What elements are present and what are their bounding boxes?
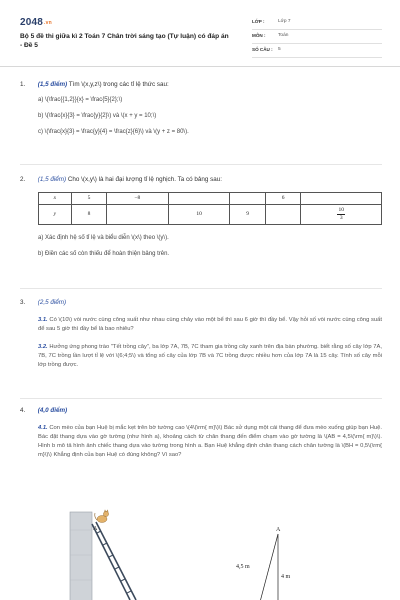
sub-question-4-1 bbox=[38, 424, 382, 460]
question-points: (4,0 điểm) bbox=[37, 407, 68, 414]
cat-icon bbox=[95, 510, 109, 523]
table-cell bbox=[168, 193, 230, 205]
figure-b-label-a: A bbox=[276, 527, 281, 533]
question-text: Tìm \(x,y,z\) trong các tỉ lệ thức sau: bbox=[68, 81, 169, 88]
meta-value: 5 bbox=[278, 47, 281, 53]
table-cell: –8 bbox=[107, 193, 169, 205]
meta-label: LỚP : bbox=[252, 19, 265, 25]
table-cell: 10 bbox=[168, 205, 230, 225]
table-cell bbox=[107, 205, 169, 225]
question-divider bbox=[20, 288, 382, 289]
question-text: Cho \(x,y\) là hai đại lượng tỉ lệ nghịch. Ta có bảng sau: bbox=[67, 176, 223, 183]
table-row-x bbox=[39, 193, 382, 205]
sub-question-id: 3.2. bbox=[38, 344, 48, 351]
logo-tld: .vn bbox=[44, 20, 52, 26]
meta-info bbox=[252, 16, 382, 58]
wall-shape bbox=[70, 512, 92, 600]
ladder-rail bbox=[96, 522, 136, 600]
document-title: Bộ 5 đề thi giữa kì 2 Toán 7 Chân trời sáng tạo (Tự luận) có đáp án - Đề 5 bbox=[20, 33, 229, 49]
question-number: 3. bbox=[20, 299, 26, 306]
ladder-rung bbox=[109, 555, 113, 557]
question-item: b) Điền các số còn thiếu để hoàn thiện bảng trên. bbox=[38, 250, 170, 257]
question-divider bbox=[20, 398, 382, 399]
sub-question-3-2 bbox=[38, 343, 382, 370]
question-3 bbox=[20, 298, 382, 370]
question-number: 4. bbox=[20, 407, 26, 414]
question-points: (1,5 điểm) bbox=[37, 81, 68, 88]
sub-question-text: Hưởng ứng phong trào "Tết trồng cây", ba lớp 7A, 7B, 7C tham gia trồng cây xanh trên địa bàn phường. biết rằng số cây lớp 7A, 7B, 7C trồng lần lượt tỉ lệ với \(6;4;5\) và tổng số cây của lớp 7B và 7C trồng được nhiều hơn của lớp 7A là 15 cây. Tính số cây mỗi lớp trồng được. bbox=[38, 344, 382, 369]
question-item: b) \(\frac{x}{3} = \frac{y}{2}\) và \(x + y = 10;\) bbox=[38, 112, 157, 119]
question-2 bbox=[20, 175, 382, 259]
question-heading bbox=[20, 406, 382, 415]
question-divider bbox=[20, 164, 382, 165]
question-heading bbox=[20, 175, 382, 184]
meta-row-subject bbox=[252, 30, 382, 44]
table-cell-fraction bbox=[301, 205, 382, 225]
question-1 bbox=[20, 80, 382, 136]
question-4 bbox=[20, 406, 382, 460]
fraction-denominator: 3 bbox=[339, 215, 343, 222]
question-item: a) Xác định hệ số tỉ lệ và biểu diễn \(x\) theo \(y\). bbox=[38, 235, 169, 242]
fraction-numerator: 10 bbox=[337, 208, 345, 216]
meta-row-count bbox=[252, 44, 382, 58]
logo-text: 2048 bbox=[20, 17, 44, 28]
meta-label: SỐ CÂU : bbox=[252, 47, 273, 53]
sub-question-3-1 bbox=[38, 316, 382, 334]
triangle-side-ab bbox=[260, 534, 278, 600]
sub-question-id: 3.1. bbox=[38, 317, 48, 324]
table-cell: x bbox=[39, 193, 72, 205]
value-table bbox=[38, 192, 382, 225]
table-cell: 5 bbox=[71, 193, 107, 205]
question-points: (2,5 điểm) bbox=[37, 299, 67, 306]
sub-question-id: 4.1. bbox=[38, 425, 48, 432]
site-logo[interactable] bbox=[20, 16, 52, 31]
table-cell bbox=[301, 193, 382, 205]
page-header bbox=[20, 14, 382, 62]
question-heading bbox=[20, 298, 382, 307]
table-cell: 8 bbox=[71, 205, 107, 225]
meta-row-class bbox=[252, 16, 382, 30]
question-number: 1. bbox=[20, 81, 26, 88]
figure-b-label-ah: 4 m bbox=[281, 574, 291, 580]
question-heading bbox=[20, 80, 382, 89]
ladder-rung bbox=[121, 579, 125, 581]
meta-label: MÔN : bbox=[252, 33, 266, 39]
fraction bbox=[337, 208, 345, 222]
figure-b-triangle bbox=[226, 520, 316, 600]
table-cell: 6 bbox=[265, 193, 301, 205]
question-number: 2. bbox=[20, 176, 26, 183]
question-points: (1,5 điểm) bbox=[37, 176, 67, 183]
ladder-rung bbox=[127, 591, 131, 593]
table-cell: y bbox=[39, 205, 72, 225]
meta-value: Lớp 7 bbox=[278, 19, 291, 25]
meta-value: Toán bbox=[278, 33, 289, 39]
header-divider bbox=[0, 66, 400, 67]
ladder-rung bbox=[115, 567, 119, 569]
table-row-y bbox=[39, 205, 382, 225]
sub-question-text: Có \(10\) vòi nước cùng công suất như nhau cùng chảy vào một bể thì sau 6 giờ thì đầy bể. Vậy hỏi số vòi nước cùng công suất để sau 5 giờ thì đầy bể là bao nhiêu? bbox=[38, 317, 382, 333]
figure-a-ladder-wall bbox=[52, 500, 144, 600]
figure-a-label-a: A bbox=[93, 526, 98, 532]
ladder-rail bbox=[92, 524, 130, 600]
table-cell bbox=[265, 205, 301, 225]
question-item: a) \(\frac{{1,2}}{x} = \frac{5}{2};\) bbox=[38, 97, 123, 104]
figure-b-label-ab: 4,5 m bbox=[236, 564, 250, 570]
table-cell bbox=[230, 193, 266, 205]
table-cell: 9 bbox=[230, 205, 266, 225]
question-item: c) \(\frac{x}{3} = \frac{y}{4} = \frac{z}{6}\) và \(y + z = 80\). bbox=[38, 128, 189, 135]
sub-question-text: Con mèo của bạn Huệ bị mắc kẹt trên bờ tường cao \(4\(\rm{ m}\)\) Bác sử dụng một cái thang để đưa mèo xuống giúp bạn Huệ. Bác đặt thang dựa vào gờ tường (như hình a), khoảng cách từ chân thang đến điểm chạm vào gờ tường là \(AB = 4,5\(\rm{ m}\)\). Hình b mô tả hình ảnh chiếc thang dựa vào tường trong hình a. Bạn Huệ khẳng định chân thang cách chân tường là \(BH = 0,5\(\rm{ m}\)\) Khẳng định của bạn Huệ có đúng không? Vì sao? bbox=[38, 425, 382, 459]
